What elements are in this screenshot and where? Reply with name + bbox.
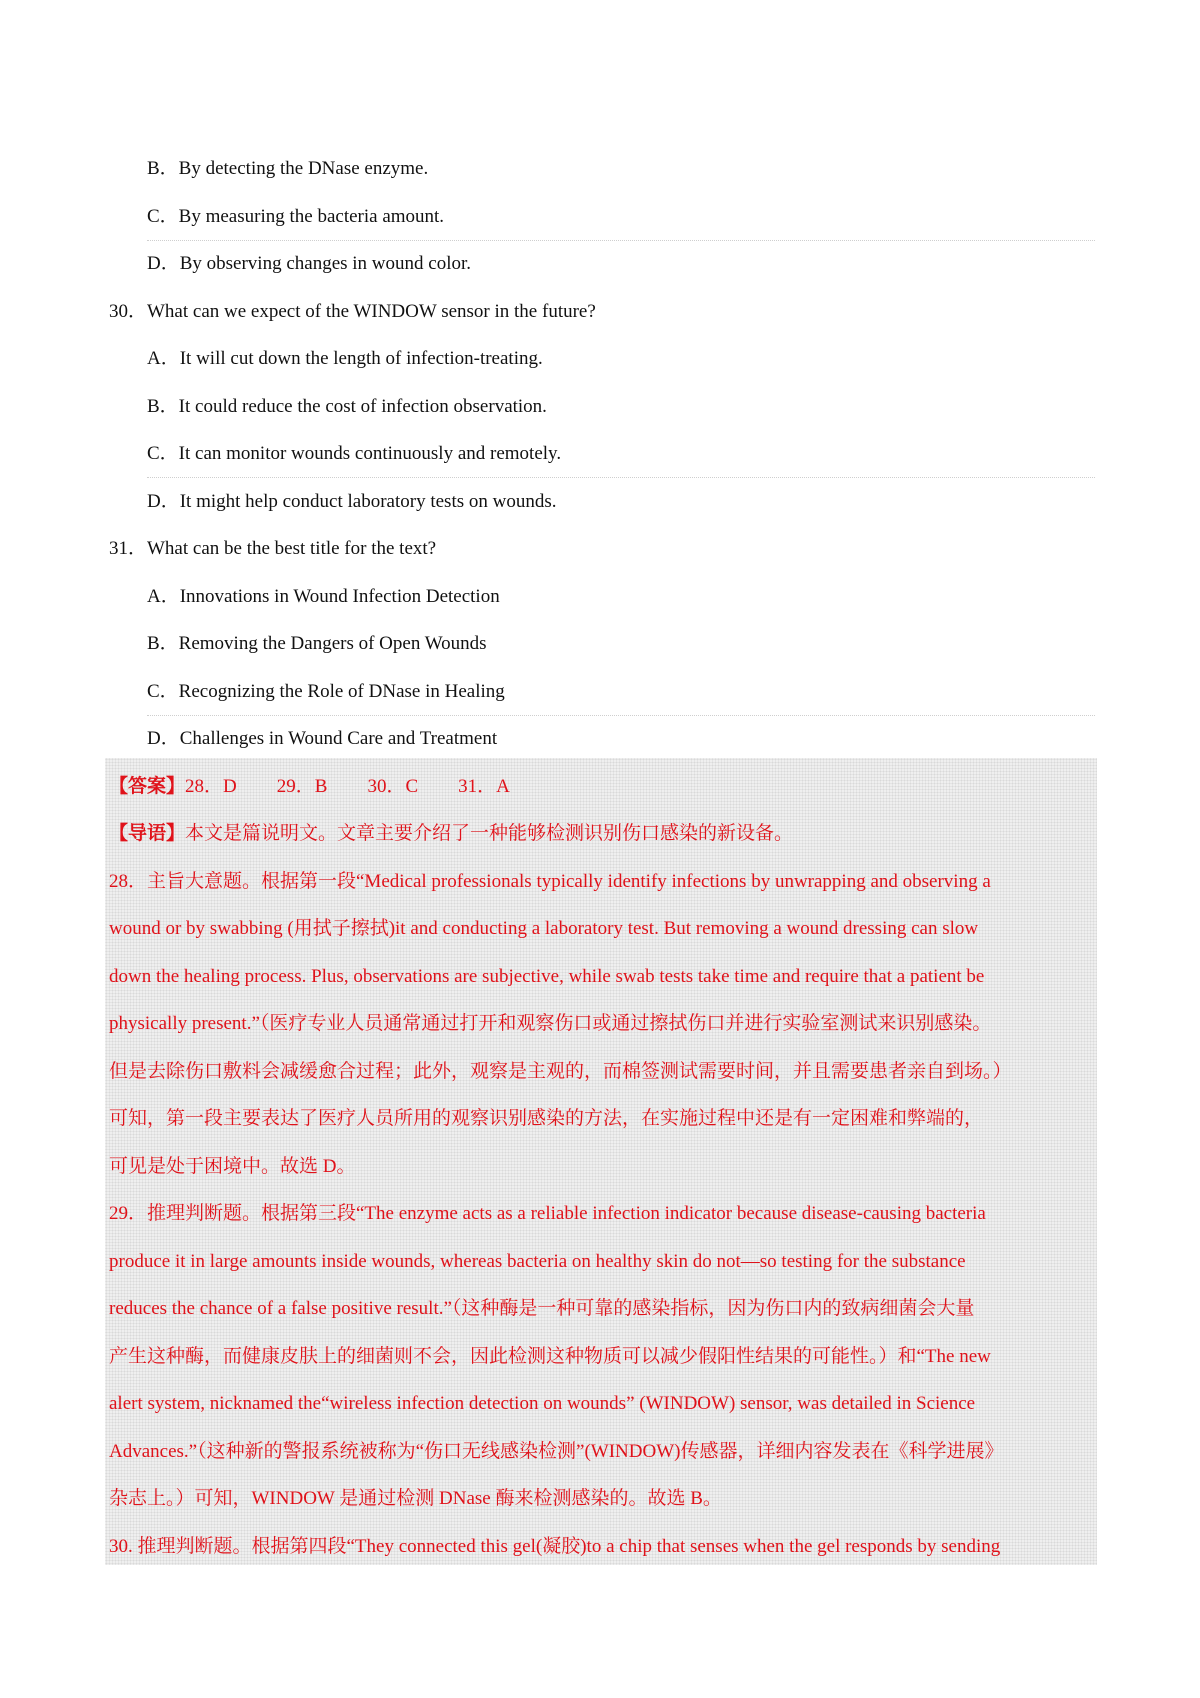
q30-option-b: B．It could reduce the cost of infection observation.: [147, 396, 547, 417]
explanation-line: 29．推理判断题。根据第三段“The enzyme acts as a reliable infection indicator because disease-causing bacteria: [109, 1203, 986, 1224]
explanation-line: 可见是处于困境中。故选 D。: [109, 1156, 356, 1177]
explanation-line: Advances.”（这种新的警报系统被称为“伤口无线感染检测”(WINDOW)传感器，详细内容发表在《科学进展》: [109, 1441, 1004, 1462]
q31-option-a: A．Innovations in Wound Infection Detection: [147, 586, 500, 607]
answer-30: 30．C: [367, 776, 419, 797]
q31-option-d: D．Challenges in Wound Care and Treatment: [147, 728, 498, 749]
answer-label: 【答案】: [109, 776, 186, 797]
explanation-line: 30. 推理判断题。根据第四段“They connected this gel(凝胶)to a chip that senses when the gel responds by sending: [109, 1536, 1001, 1557]
q29-option-c: C．By measuring the bacteria amount.: [147, 206, 445, 227]
explanation-line: reduces the chance of a false positive result.”（这种酶是一种可靠的感染指标，因为伤口内的致病细菌会大量: [109, 1298, 975, 1319]
question-30-stem: 30．What can we expect of the WINDOW sensor in the future?: [109, 301, 596, 322]
answer-31: 31．A: [458, 776, 510, 797]
explanation-line: alert system, nicknamed the“wireless infection detection on wounds” (WINDOW) sensor, was detailed in Science: [109, 1393, 976, 1414]
explanation-line: wound or by swabbing (用拭子擦拭)it and conducting a laboratory test. But removing a wound dressing can slow: [109, 918, 979, 939]
divider: [147, 477, 1095, 478]
divider: [147, 240, 1095, 241]
question-31-stem: 31．What can be the best title for the text?: [109, 538, 437, 559]
guide-text: 本文是篇说明文。文章主要介绍了一种能够检测识别伤口感染的新设备。: [185, 823, 794, 844]
q30-option-a: A．It will cut down the length of infection-treating.: [147, 348, 543, 369]
q31-option-b: B．Removing the Dangers of Open Wounds: [147, 633, 487, 654]
answer-28: 28．D: [185, 776, 237, 797]
explanation-line: produce it in large amounts inside wounds, whereas bacteria on healthy skin do not—so testing for the substance: [109, 1251, 966, 1272]
answer-key-line: [109, 775, 510, 799]
q30-option-c: C．It can monitor wounds continuously and remotely.: [147, 443, 562, 464]
q29-option-b: B．By detecting the DNase enzyme.: [147, 158, 429, 179]
explanation-line: physically present.”（医疗专业人员通常通过打开和观察伤口或通过擦拭伤口并进行实验室测试来识别感染。: [109, 1013, 992, 1034]
q29-option-d: D．By observing changes in wound color.: [147, 253, 472, 274]
guide-label: 【导语】: [109, 823, 186, 844]
divider: [147, 715, 1095, 716]
explanation-line: down the healing process. Plus, observations are subjective, while swab tests take time and require that a patient be: [109, 966, 985, 987]
guide-line: [109, 822, 793, 846]
q31-option-c: C．Recognizing the Role of DNase in Healing: [147, 681, 505, 702]
explanation-line: 可知，第一段主要表达了医疗人员所用的观察识别感染的方法，在实施过程中还是有一定困难和弊端的，: [109, 1108, 984, 1129]
explanation-line: 28．主旨大意题。根据第一段“Medical professionals typically identify infections by unwrapping and observing a: [109, 871, 991, 892]
explanation-line: 但是去除伤口敷料会减缓愈合过程；此外，观察是主观的，而棉签测试需要时间，并且需要患者亲自到场。）: [109, 1061, 1012, 1082]
explanation-line: 产生这种酶，而健康皮肤上的细菌则不会，因此检测这种物质可以减少假阳性结果的可能性。）和“The new: [109, 1346, 991, 1367]
explanation-line: 杂志上。）可知，WINDOW 是通过检测 DNase 酶来检测感染的。故选 B。: [109, 1488, 722, 1509]
answer-29: 29．B: [276, 776, 328, 797]
q30-option-d: D．It might help conduct laboratory tests on wounds.: [147, 491, 557, 512]
